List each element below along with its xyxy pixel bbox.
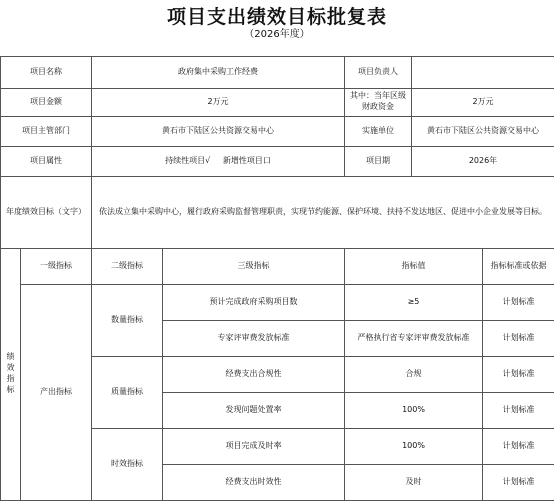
level2-quality: 质量指标 xyxy=(92,356,163,428)
row-attr xyxy=(1,146,554,176)
city-funds-label: 其中：当年区级财政资金 xyxy=(345,88,412,116)
approval-table xyxy=(0,42,554,501)
basis-cell: 计划标准 xyxy=(483,428,554,464)
period-value: 2026年 xyxy=(412,146,554,176)
goal-value: 依法成立集中采购中心，履行政府采购监督管理职责，实现节约能源、保护环境、扶持不发达地区、促进中小企业发展等目标。 xyxy=(92,176,554,248)
row-goal xyxy=(1,176,554,248)
basis-cell: 计划标准 xyxy=(483,464,554,500)
level3-cell: 经费支出合规性 xyxy=(163,356,345,392)
dept-value: 黄石市下陆区公共资源交易中心 xyxy=(92,116,345,146)
responsible-label: 项目负责人 xyxy=(345,56,412,88)
header-basis: 指标标准或依据 xyxy=(483,248,554,284)
amount-label: 项目金额 xyxy=(1,88,92,116)
value-cell: 合规 xyxy=(345,356,483,392)
level3-cell: 发现问题处置率 xyxy=(163,392,345,428)
responsible-value xyxy=(412,56,554,88)
value-cell: 严格执行省专家评审费发放标准 xyxy=(345,320,483,356)
dept-label: 项目主管部门 xyxy=(1,116,92,146)
header-level2: 二级指标 xyxy=(92,248,163,284)
goal-label: 年度绩效目标（文字） xyxy=(1,176,92,248)
basis-cell: 计划标准 xyxy=(483,284,554,320)
spacer-row xyxy=(1,42,554,56)
perf-indicator-side-label: 绩 效 指 标 xyxy=(1,248,21,500)
level1-output: 产出指标 xyxy=(21,284,92,500)
indicator-header-row xyxy=(1,248,554,284)
basis-cell: 计划标准 xyxy=(483,392,554,428)
row-project-name xyxy=(1,56,554,88)
value-cell: 100% xyxy=(345,392,483,428)
value-cell: ≥5 xyxy=(345,284,483,320)
level2-timeliness: 时效指标 xyxy=(92,428,163,500)
impl-label: 实施单位 xyxy=(345,116,412,146)
level3-cell: 专家评审费发放标准 xyxy=(163,320,345,356)
level2-quantity: 数量指标 xyxy=(92,284,163,356)
level3-cell: 项目完成及时率 xyxy=(163,428,345,464)
city-funds-value: 2万元 xyxy=(412,88,554,116)
level3-cell: 经费支出时效性 xyxy=(163,464,345,500)
value-cell: 及时 xyxy=(345,464,483,500)
period-label: 项目期 xyxy=(345,146,412,176)
attr-value: 持续性项目√ 新增性项目口 xyxy=(92,146,345,176)
page-title: 项目支出绩效目标批复表 xyxy=(0,2,554,29)
header-value: 指标值 xyxy=(345,248,483,284)
row-amount xyxy=(1,88,554,116)
row-dept xyxy=(1,116,554,146)
project-name-value: 政府集中采购工作经费 xyxy=(92,56,345,88)
header-level1: 一级指标 xyxy=(21,248,92,284)
attr-label: 项目属性 xyxy=(1,146,92,176)
level3-cell: 预计完成政府采购项目数 xyxy=(163,284,345,320)
project-name-label: 项目名称 xyxy=(1,56,92,88)
value-cell: 100% xyxy=(345,428,483,464)
header-level3: 三级指标 xyxy=(163,248,345,284)
amount-value: 2万元 xyxy=(92,88,345,116)
year-note: （2026年度） xyxy=(0,25,554,40)
impl-value: 黄石市下陆区公共资源交易中心 xyxy=(412,116,554,146)
basis-cell: 计划标准 xyxy=(483,356,554,392)
basis-cell: 计划标准 xyxy=(483,320,554,356)
table-row xyxy=(1,284,554,320)
